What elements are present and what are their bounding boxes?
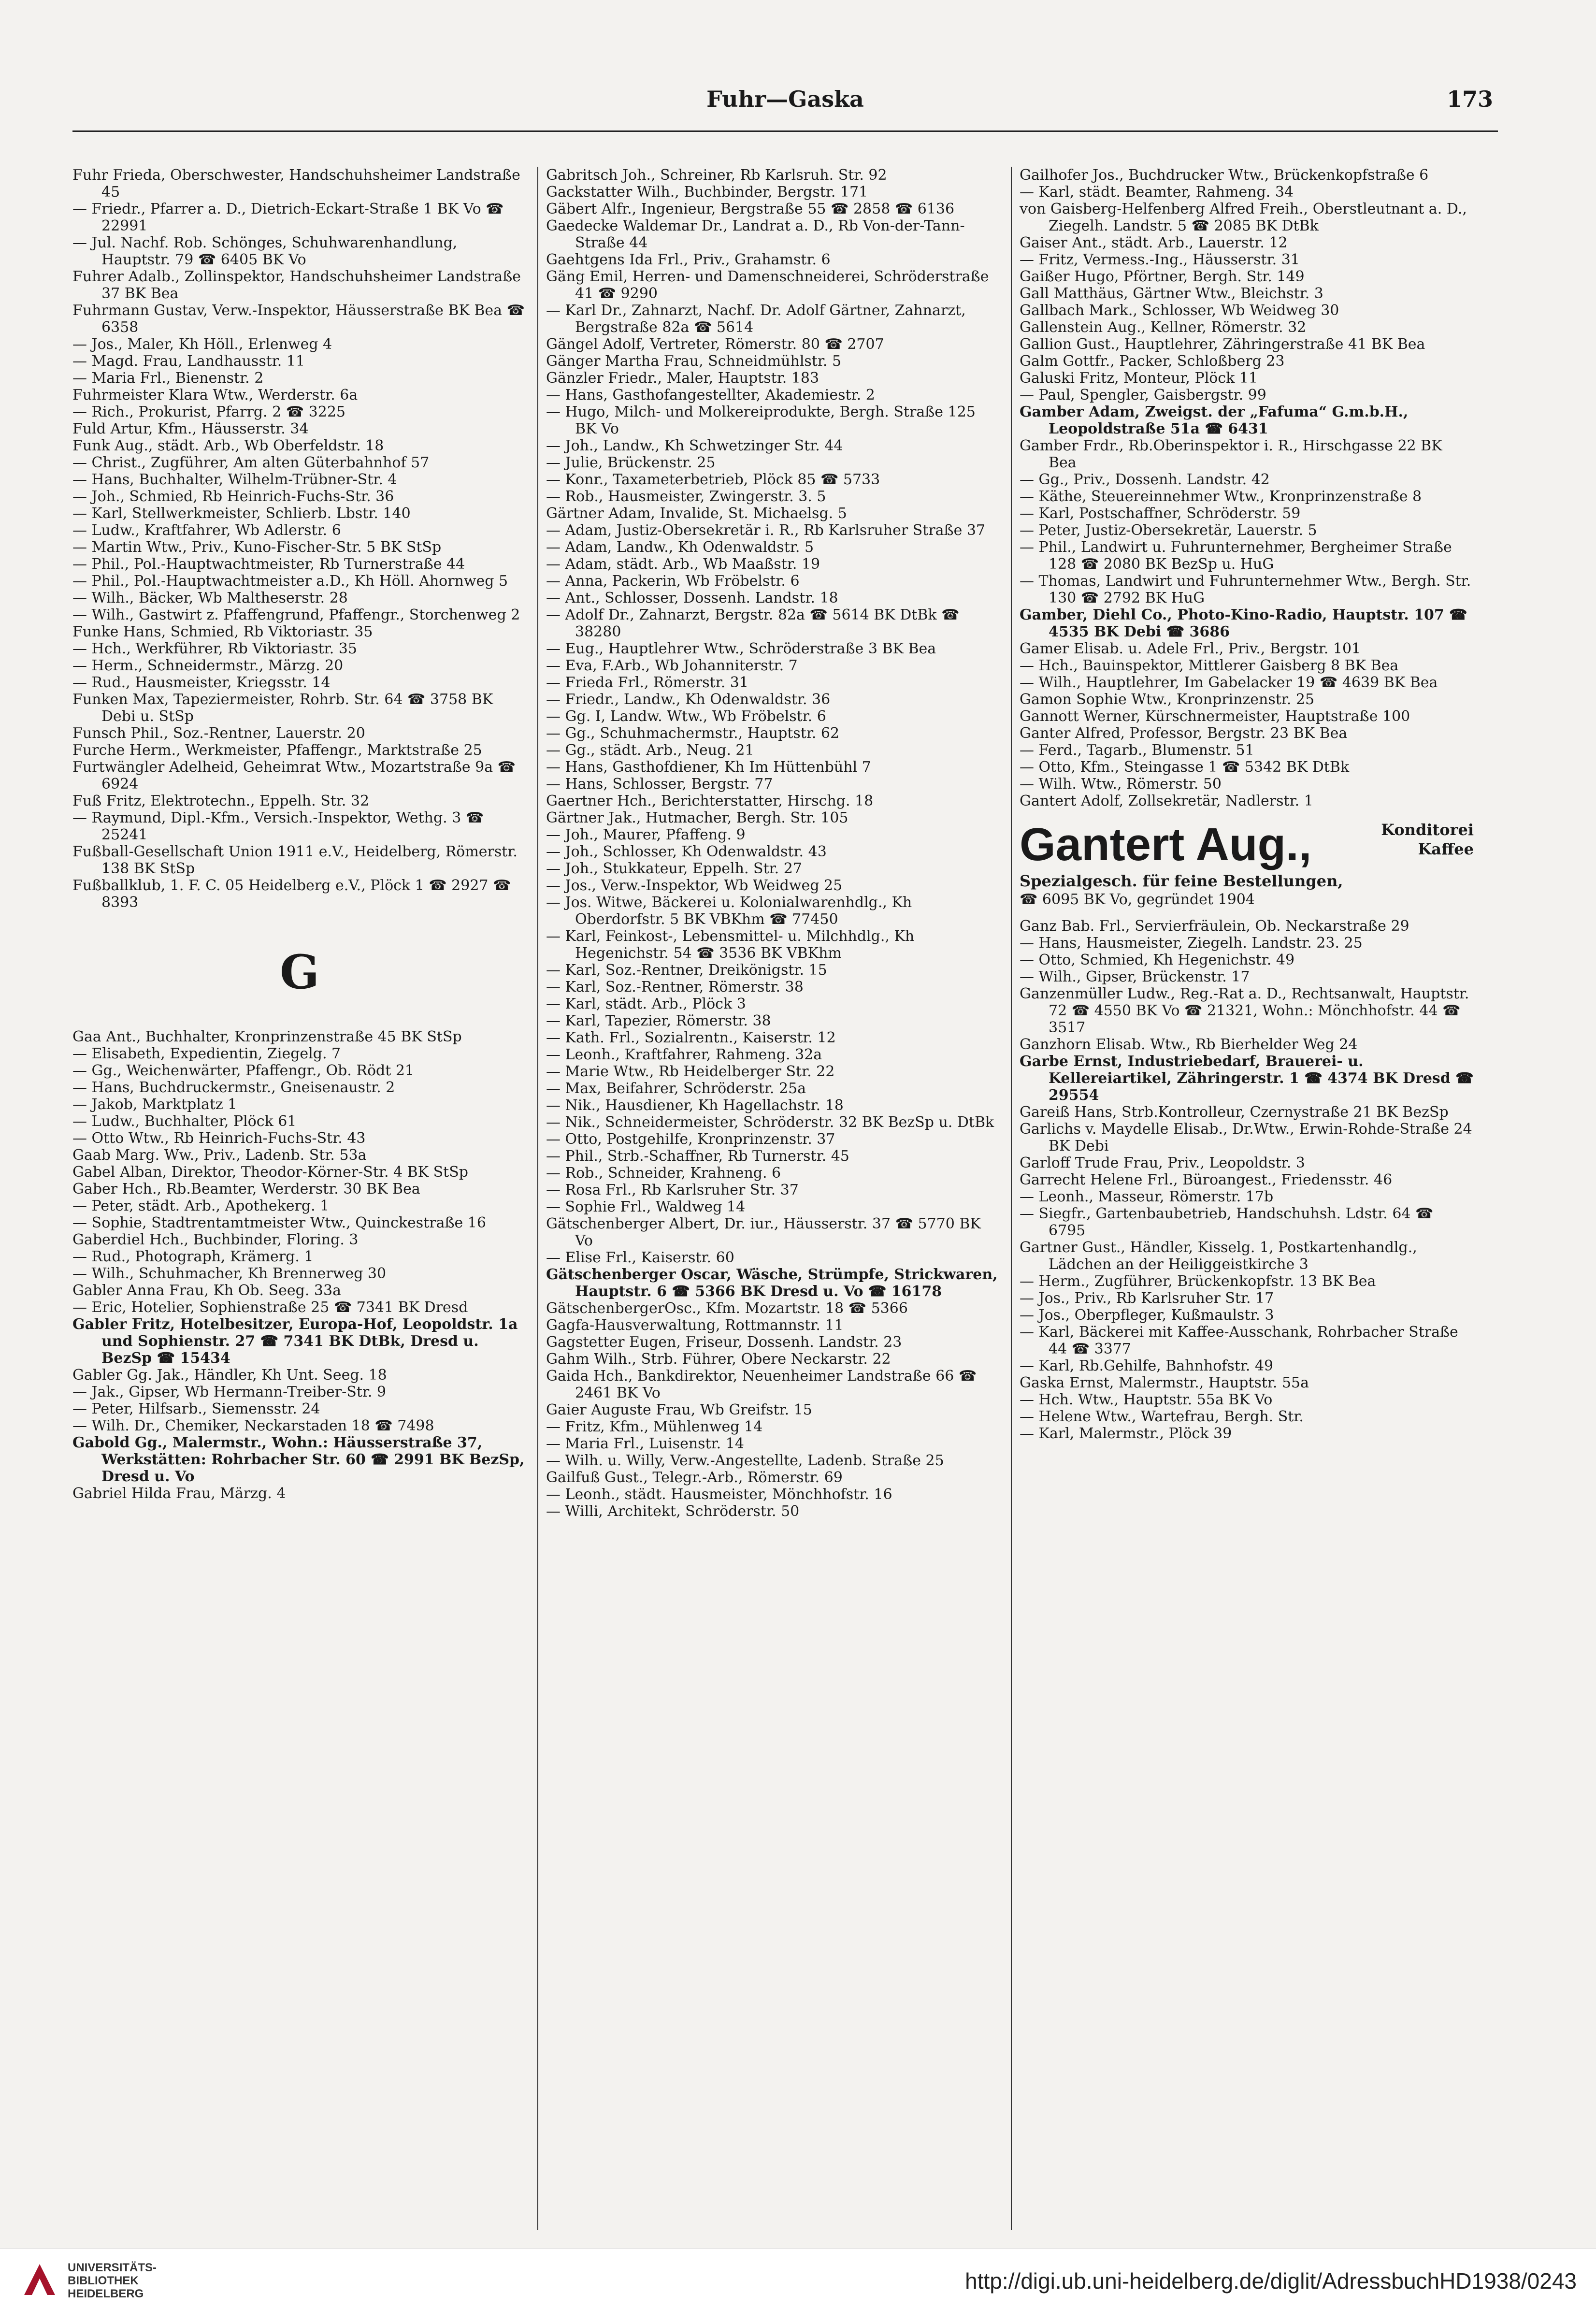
directory-entry: — Gg., städt. Arb., Neug. 21 — [546, 742, 754, 759]
directory-entry: — Friedr., Pfarrer a. D., Dietrich-Eckart-Straße 1 BK Vo ☎ 22991 — [72, 201, 504, 234]
directory-entry: — Hch., Werkführer, Rb Viktoriastr. 35 — [72, 640, 357, 657]
directory-entry: Fuhrmeister Klara Wtw., Werderstr. 6a — [72, 387, 358, 404]
directory-entry: — Wilh., Schuhmacher, Kh Brennerweg 30 — [72, 1265, 387, 1282]
directory-entry: Gantert Adolf, Zollsekretär, Nadlerstr. 1 — [1020, 793, 1313, 809]
directory-entry: — Raymund, Dipl.-Kfm., Versich.-Inspektor, Wethg. 3 ☎ 25241 — [72, 809, 484, 843]
directory-entry: Garlichs v. Maydelle Elisab., Dr.Wtw., Erwin-Rohde-Straße 24 BK Debi — [1020, 1121, 1472, 1154]
directory-entry: — Hans, Gasthofdiener, Kh Im Hüttenbühl 7 — [546, 759, 871, 776]
directory-entry: — Elise Frl., Kaiserstr. 60 — [546, 1249, 734, 1266]
directory-entry: — Elisabeth, Expedientin, Ziegelg. 7 — [72, 1045, 341, 1062]
directory-entry: Ganzhorn Elisab. Wtw., Rb Bierhelder Weg 24 — [1020, 1036, 1358, 1053]
directory-entry: — Jak., Gipser, Wb Hermann-Treiber-Str. 9 — [72, 1384, 387, 1400]
directory-entry: — Jos., Verw.-Inspektor, Wb Weidweg 25 — [546, 877, 843, 894]
directory-entry: Fußball-Gesellschaft Union 1911 e.V., Heidelberg, Römerstr. 138 BK StSp — [72, 843, 518, 877]
directory-entry: — Hans, Hausmeister, Ziegelh. Landstr. 23. 25 — [1020, 935, 1363, 952]
directory-entry: — Ant., Schlosser, Dossenh. Landstr. 18 — [546, 590, 838, 606]
directory-entry: — Wilh. Wtw., Römerstr. 50 — [1020, 776, 1222, 793]
directory-entry: — Wilh. u. Willy, Verw.-Angestellte, Ladenb. Straße 25 — [546, 1452, 944, 1469]
directory-entry: Gärtner Adam, Invalide, St. Michaelsg. 5 — [546, 505, 847, 522]
directory-entry: — Joh., Landw., Kh Schwetzinger Str. 44 — [546, 437, 843, 454]
directory-entry: Funk Aug., städt. Arb., Wb Oberfeldstr. 18 — [72, 437, 384, 454]
directory-entry: Gannott Werner, Kürschnermeister, Hauptstraße 100 — [1020, 708, 1410, 725]
directory-entry: Gaa Ant., Buchhalter, Kronprinzenstraße 45 BK StSp — [72, 1028, 462, 1045]
directory-entry: — Karl, Stellwerkmeister, Schlierb. Lbstr. 140 — [72, 505, 411, 522]
directory-entry: — Maria Frl., Bienenstr. 2 — [72, 370, 264, 387]
directory-entry: — Rud., Hausmeister, Kriegsstr. 14 — [72, 674, 331, 691]
directory-entry: Ganzenmüller Ludw., Reg.-Rat a. D., Rechtsanwalt, Hauptstr. 72 ☎ 4550 BK Vo ☎ 21321, Wohn.: Mönchhofstr. 44 ☎ 3517 — [1020, 985, 1469, 1036]
directory-entry: Gäng Emil, Herren- und Damenschneiderei, Schröderstraße 41 ☎ 9290 — [546, 268, 989, 302]
directory-entry: Ganz Bab. Frl., Servierfräulein, Ob. Neckarstraße 29 — [1020, 918, 1409, 935]
directory-entry: Gabritsch Joh., Schreiner, Rb Karlsruh. Str. 92 — [546, 167, 887, 184]
directory-entry: Garloff Trude Frau, Priv., Leopoldstr. 3 — [1020, 1154, 1305, 1171]
column-divider — [537, 167, 538, 2230]
directory-entry: Fuhr Frieda, Oberschwester, Handschuhsheimer Landstraße 45 — [72, 167, 520, 201]
directory-entry: Funke Hans, Schmied, Rb Viktoriastr. 35 — [72, 623, 373, 640]
directory-entry: — Fritz, Vermess.-Ing., Häusserstr. 31 — [1020, 251, 1300, 268]
directory-entry: — Jakob, Marktplatz 1 — [72, 1096, 237, 1113]
directory-entry: Garrecht Helene Frl., Büroangest., Friedensstr. 46 — [1020, 1171, 1393, 1188]
directory-entry: Gaertner Hch., Berichterstatter, Hirschg. 18 — [546, 793, 874, 809]
directory-entry: — Karl, Postschaffner, Schröderstr. 59 — [1020, 505, 1301, 522]
directory-entry: Gaehtgens Ida Frl., Priv., Grahamstr. 6 — [546, 251, 831, 268]
directory-entry: Gaberdiel Hch., Buchbinder, Floring. 3 — [72, 1231, 359, 1248]
directory-entry: — Leonh., Masseur, Römerstr. 17b — [1020, 1188, 1274, 1205]
directory-entry: — Helene Wtw., Wartefrau, Bergh. Str. — [1020, 1408, 1304, 1425]
directory-page — [72, 77, 1498, 2262]
directory-entry: — Adam, Justiz-Obersekretär i. R., Rb Karlsruher Straße 37 — [546, 522, 986, 539]
directory-entry: Gamon Sophie Wtw., Kronprinzenstr. 25 — [1020, 691, 1315, 708]
directory-entry: Gänger Martha Frau, Schneidmühlstr. 5 — [546, 353, 842, 370]
ad-business-type: Konditorei Kaffee — [1381, 821, 1474, 858]
directory-column-3 — [1020, 167, 1474, 1442]
directory-entry: Gagfa-Hausverwaltung, Rottmannstr. 11 — [546, 1317, 844, 1334]
directory-entry: Gabler Anna Frau, Kh Ob. Seeg. 33a — [72, 1282, 341, 1299]
directory-entry: — Eric, Hotelier, Sophienstraße 25 ☎ 7341 BK Dresd — [72, 1299, 468, 1316]
directory-entry: — Herm., Schneidermstr., Märzg. 20 — [72, 657, 344, 674]
directory-entry: — Ludw., Buchhalter, Plöck 61 — [72, 1113, 297, 1130]
directory-entry: — Adolf Dr., Zahnarzt, Bergstr. 82a ☎ 5614 BK DtBk ☎ 38280 — [546, 606, 960, 640]
directory-entry: — Maria Frl., Luisenstr. 14 — [546, 1435, 744, 1452]
directory-entry: — Gg., Weichenwärter, Pfaffengr., Ob. Rödt 21 — [72, 1062, 414, 1079]
directory-entry: Gätschenberger Albert, Dr. iur., Häusserstr. 37 ☎ 5770 BK Vo — [546, 1215, 981, 1249]
directory-entry: GätschenbergerOsc., Kfm. Mozartstr. 18 ☎ 5366 — [546, 1300, 908, 1317]
directory-entry: — Phil., Strb.-Schaffner, Rb Turnerstr. 45 — [546, 1148, 849, 1165]
directory-entry: — Otto, Kfm., Steingasse 1 ☎ 5342 BK DtBk — [1020, 759, 1350, 776]
directory-entry: Gäbert Alfr., Ingenieur, Bergstraße 55 ☎ 2858 ☎ 6136 — [546, 201, 955, 217]
directory-entry: — Joh., Schlosser, Kh Odenwaldstr. 43 — [546, 843, 827, 860]
directory-entry: — Hans, Schlosser, Bergstr. 77 — [546, 776, 773, 793]
directory-entry: — Karl Dr., Zahnarzt, Nachf. Dr. Adolf Gärtner, Zahnarzt, Bergstraße 82a ☎ 5614 — [546, 302, 966, 336]
directory-entry: — Nik., Schneidermeister, Schröderstr. 32 BK BezSp u. DtBk — [546, 1114, 994, 1131]
directory-entry: — Phil., Pol.-Hauptwachtmeister a.D., Kh Höll. Ahornweg 5 — [72, 573, 508, 590]
directory-entry: — Christ., Zugführer, Am alten Güterbahnhof 57 — [72, 454, 430, 471]
directory-entry: — Karl, Feinkost-, Lebensmittel- u. Milchhdlg., Kh Hegenichstr. 54 ☎ 3536 BK VBKhm — [546, 928, 915, 962]
directory-entry: Funsch Phil., Soz.-Rentner, Lauerstr. 20 — [72, 725, 365, 742]
directory-entry: — Karl, Bäckerei mit Kaffee-Ausschank, Rohrbacher Straße 44 ☎ 3377 — [1020, 1324, 1458, 1357]
directory-entry: — Rich., Prokurist, Pfarrg. 2 ☎ 3225 — [72, 404, 346, 420]
directory-entry: — Friedr., Landw., Kh Odenwaldstr. 36 — [546, 691, 831, 708]
library-name: UNIVERSITÄTS- BIBLIOTHEK HEIDELBERG — [68, 2261, 157, 2300]
directory-entry: — Kath. Frl., Sozialrentn., Kaiserstr. 12 — [546, 1029, 836, 1046]
directory-entry: — Anna, Packerin, Wb Fröbelstr. 6 — [546, 573, 800, 590]
directory-entry: — Jos. Witwe, Bäckerei u. Kolonialwarenhdlg., Kh Oberdorfstr. 5 BK VBKhm ☎ 77450 — [546, 894, 912, 928]
directory-entry: Gabold Gg., Malermstr., Wohn.: Häusserstraße 37, Werkstätten: Rohrbacher Str. 60 ☎ 2991 BK BezSp, Dresd u. Vo — [72, 1434, 525, 1485]
directory-entry: — Julie, Brückenstr. 25 — [546, 454, 716, 471]
directory-entry: Fuhrmann Gustav, Verw.-Inspektor, Häusserstraße BK Bea ☎ 6358 — [72, 302, 525, 336]
directory-entry: — Siegfr., Gartenbaubetrieb, Handschuhsh. Ldstr. 64 ☎ 6795 — [1020, 1205, 1434, 1239]
directory-entry: Gaier Auguste Frau, Wb Greifstr. 15 — [546, 1401, 812, 1418]
page-title: Fuhr—Gaska — [706, 86, 864, 112]
directory-entry: — Peter, Justiz-Obersekretär, Lauerstr. 5 — [1020, 522, 1317, 539]
directory-entry: — Wilh., Gastwirt z. Pfaffengrund, Pfaffengr., Storchenweg 2 — [72, 606, 520, 623]
directory-entry: — Karl, Tapezier, Römerstr. 38 — [546, 1012, 771, 1029]
directory-entry: — Max, Beifahrer, Schröderstr. 25a — [546, 1080, 806, 1097]
directory-entry: Funken Max, Tapeziermeister, Rohrb. Str. 64 ☎ 3758 BK Debi u. StSp — [72, 691, 493, 725]
directory-entry: Furtwängler Adelheid, Geheimrat Wtw., Mozartstraße 9a ☎ 6924 — [72, 759, 516, 793]
directory-entry: Gabriel Hilda Frau, Märzg. 4 — [72, 1485, 286, 1502]
ad-slogan: Spezialgesch. für feine Bestellungen, — [1020, 872, 1343, 890]
directory-entry: Gallenstein Aug., Kellner, Römerstr. 32 — [1020, 319, 1307, 336]
directory-entry: — Hch., Bauinspektor, Mittlerer Gaisberg 8 BK Bea — [1020, 657, 1399, 674]
directory-entry: — Willi, Architekt, Schröderstr. 50 — [546, 1503, 800, 1520]
directory-entry: — Karl, städt. Beamter, Rahmeng. 34 — [1020, 184, 1294, 201]
directory-entry: Fuß Fritz, Elektrotechn., Eppelh. Str. 32 — [72, 793, 370, 809]
directory-entry: — Rosa Frl., Rb Karlsruher Str. 37 — [546, 1182, 799, 1198]
directory-entry: — Leonh., Kraftfahrer, Rahmeng. 32a — [546, 1046, 822, 1063]
directory-entry: — Frieda Frl., Römerstr. 31 — [546, 674, 748, 691]
directory-entry: Furche Herm., Werkmeister, Pfaffengr., Marktstraße 25 — [72, 742, 482, 759]
university-library-logo — [19, 2259, 60, 2300]
directory-entry: — Ferd., Tagarb., Blumenstr. 51 — [1020, 742, 1254, 759]
directory-entry: Fußballklub, 1. F. C. 05 Heidelberg e.V., Plöck 1 ☎ 2927 ☎ 8393 — [72, 877, 511, 911]
directory-entry: — Hans, Gasthofangestellter, Akademiestr. 2 — [546, 387, 875, 404]
directory-entry: — Thomas, Landwirt und Fuhrunternehmer Wtw., Bergh. Str. 130 ☎ 2792 BK HuG — [1020, 573, 1471, 606]
directory-entry: — Marie Wtw., Rb Heidelberger Str. 22 — [546, 1063, 835, 1080]
directory-entry: — Karl, städt. Arb., Plöck 3 — [546, 996, 746, 1012]
directory-entry: — Peter, Hilfsarb., Siemensstr. 24 — [72, 1400, 320, 1417]
directory-entry: — Leonh., städt. Hausmeister, Mönchhofstr. 16 — [546, 1486, 892, 1503]
directory-entry: — Otto, Postgehilfe, Kronprinzenstr. 37 — [546, 1131, 835, 1148]
directory-entry: — Wilh. Dr., Chemiker, Neckarstaden 18 ☎ 7498 — [72, 1417, 434, 1434]
ad-contact: ☎ 6095 BK Vo, gegründet 1904 — [1020, 891, 1255, 908]
directory-entry: — Otto, Schmied, Kh Hegenichstr. 49 — [1020, 952, 1295, 968]
directory-entry: Gärtner Jak., Hutmacher, Bergh. Str. 105 — [546, 809, 848, 826]
directory-entry: — Fritz, Kfm., Mühlenweg 14 — [546, 1418, 763, 1435]
directory-entry: Galm Gottfr., Packer, Schloßberg 23 — [1020, 353, 1285, 370]
directory-entry: — Herm., Zugführer, Brückenkopfstr. 13 BK Bea — [1020, 1273, 1376, 1290]
directory-entry: Gareiß Hans, Strb.Kontrolleur, Czernystraße 21 BK BezSp — [1020, 1104, 1449, 1121]
directory-entry: Gallion Gust., Hauptlehrer, Zähringerstraße 41 BK Bea — [1020, 336, 1425, 353]
directory-entry: — Wilh., Gipser, Brückenstr. 17 — [1020, 968, 1250, 985]
directory-entry: — Hans, Buchdruckermstr., Gneisenaustr. 2 — [72, 1079, 395, 1096]
directory-entry: — Jos., Oberpfleger, Kußmaulstr. 3 — [1020, 1307, 1274, 1324]
directory-entry: Ganter Alfred, Professor, Bergstr. 23 BK Bea — [1020, 725, 1348, 742]
directory-entry: — Rob., Hausmeister, Zwingerstr. 3. 5 — [546, 488, 826, 505]
directory-entry: — Hugo, Milch- und Molkereiprodukte, Bergh. Straße 125 BK Vo — [546, 404, 976, 437]
directory-entry: Gaska Ernst, Malermstr., Hauptstr. 55a — [1020, 1374, 1309, 1391]
directory-entry: — Gg., Priv., Dossenh. Landstr. 42 — [1020, 471, 1270, 488]
directory-entry: — Wilh., Hauptlehrer, Im Gabelacker 19 ☎ 4639 BK Bea — [1020, 674, 1438, 691]
directory-entry: — Jos., Priv., Rb Karlsruher Str. 17 — [1020, 1290, 1274, 1307]
directory-entry: — Peter, städt. Arb., Apothekerg. 1 — [72, 1198, 330, 1214]
directory-entry: Gätschenberger Oscar, Wäsche, Strümpfe, Strickwaren, Hauptstr. 6 ☎ 5366 BK Dresd u. Vo ☎ 16178 — [546, 1266, 998, 1300]
page-number: 173 — [1446, 86, 1493, 112]
directory-entry: Gabel Alban, Direktor, Theodor-Körner-Str. 4 BK StSp — [72, 1164, 468, 1181]
directory-entry: Gallbach Mark., Schlosser, Wb Weidweg 30 — [1020, 302, 1339, 319]
directory-entry: Gamer Elisab. u. Adele Frl., Priv., Bergstr. 101 — [1020, 640, 1361, 657]
directory-entry: — Martin Wtw., Priv., Kuno-Fischer-Str. 5 BK StSp — [72, 539, 442, 556]
directory-entry: — Eva, F.Arb., Wb Johanniterstr. 7 — [546, 657, 798, 674]
directory-entry: Gaißer Hugo, Pförtner, Bergh. Str. 149 — [1020, 268, 1305, 285]
directory-entry: Gamber Adam, Zweigst. der „Fafuma“ G.m.b.H., Leopoldstraße 51a ☎ 6431 — [1020, 404, 1409, 437]
directory-entry: Fuld Artur, Kfm., Häusserstr. 34 — [72, 420, 309, 437]
directory-entry: — Karl, Malermstr., Plöck 39 — [1020, 1425, 1232, 1442]
directory-entry: Gahm Wilh., Strb. Führer, Obere Neckarstr. 22 — [546, 1351, 891, 1368]
directory-column-2 — [546, 167, 1000, 1520]
directory-entry: — Hch. Wtw., Hauptstr. 55a BK Vo — [1020, 1391, 1273, 1408]
directory-entry: — Karl, Soz.-Rentner, Dreikönigstr. 15 — [546, 962, 827, 979]
directory-entry: Fuhrer Adalb., Zollinspektor, Handschuhsheimer Landstraße 37 BK Bea — [72, 268, 521, 302]
directory-entry: — Wilh., Bäcker, Wb Maltheserstr. 28 — [72, 590, 348, 606]
directory-entry: Gartner Gust., Händler, Kisselg. 1, Postkartenhandlg., Lädchen an der Heiliggeistkirche 3 — [1020, 1239, 1417, 1273]
directory-entry: — Karl, Soz.-Rentner, Römerstr. 38 — [546, 979, 804, 996]
directory-entry: — Rud., Photograph, Krämerg. 1 — [72, 1248, 314, 1265]
directory-entry: — Sophie, Stadtrentamtmeister Wtw., Quinckestraße 16 — [72, 1214, 486, 1231]
directory-entry: — Otto Wtw., Rb Heinrich-Fuchs-Str. 43 — [72, 1130, 366, 1147]
directory-entry: — Magd. Frau, Landhausstr. 11 — [72, 353, 305, 370]
ad-name: Gantert Aug., — [1020, 819, 1312, 870]
directory-entry: Gailhofer Jos., Buchdrucker Wtw., Brückenkopfstraße 6 — [1020, 167, 1429, 184]
directory-entry: Gängel Adolf, Vertreter, Römerstr. 80 ☎ 2707 — [546, 336, 884, 353]
directory-entry: Gackstatter Wilh., Buchbinder, Bergstr. 171 — [546, 184, 868, 201]
directory-entry: — Joh., Schmied, Rb Heinrich-Fuchs-Str. 36 — [72, 488, 394, 505]
directory-entry: Gamber Frdr., Rb.Oberinspektor i. R., Hirschgasse 22 BK Bea — [1020, 437, 1442, 471]
directory-entry: — Konr., Taxameterbetrieb, Plöck 85 ☎ 5733 — [546, 471, 880, 488]
directory-entry: — Adam, städt. Arb., Wb Maaßstr. 19 — [546, 556, 820, 573]
directory-entry: — Eug., Hauptlehrer Wtw., Schröderstraße 3 BK Bea — [546, 640, 936, 657]
directory-entry: von Gaisberg-Helfenberg Alfred Freih., Oberstleutnant a. D., Ziegelh. Landstr. 5 ☎ 2085 BK DtBk — [1020, 201, 1467, 234]
directory-entry: — Nik., Hausdiener, Kh Hagellachstr. 18 — [546, 1097, 844, 1114]
source-url[interactable]: http://digi.ub.uni-heidelberg.de/diglit/AdressbuchHD1938/0243 — [965, 2268, 1577, 2294]
directory-entry: Gaedecke Waldemar Dr., Landrat a. D., Rb Von-der-Tann-Straße 44 — [546, 217, 965, 251]
directory-entry: — Adam, Landw., Kh Odenwaldstr. 5 — [546, 539, 814, 556]
directory-entry: — Gg. I, Landw. Wtw., Wb Fröbelstr. 6 — [546, 708, 826, 725]
directory-entry: — Phil., Landwirt u. Fuhrunternehmer, Bergheimer Straße 128 ☎ 2080 BK BezSp u. HuG — [1020, 539, 1452, 573]
directory-entry: — Jul. Nachf. Rob. Schönges, Schuhwarenhandlung, Hauptstr. 79 ☎ 6405 BK Vo — [72, 234, 458, 268]
directory-entry: — Rob., Schneider, Krahneng. 6 — [546, 1165, 781, 1182]
directory-entry: — Joh., Maurer, Pfaffeng. 9 — [546, 826, 746, 843]
directory-entry: — Phil., Pol.-Hauptwachtmeister, Rb Turnerstraße 44 — [72, 556, 465, 573]
directory-entry: Gamber, Diehl Co., Photo-Kino-Radio, Hauptstr. 107 ☎ 4535 BK Debi ☎ 3686 — [1020, 606, 1467, 640]
directory-entry: — Paul, Spengler, Gaisbergstr. 99 — [1020, 387, 1266, 404]
directory-entry: — Joh., Stukkateur, Eppelh. Str. 27 — [546, 860, 802, 877]
directory-entry: — Sophie Frl., Waldweg 14 — [546, 1198, 746, 1215]
directory-entry: Garbe Ernst, Industriebedarf, Brauerei- u. Kellereiartikel, Zähringerstr. 1 ☎ 4374 BK Dresd ☎ 29554 — [1020, 1053, 1474, 1104]
section-letter: G — [280, 945, 319, 999]
directory-entry: Gaida Hch., Bankdirektor, Neuenheimer Landstraße 66 ☎ 2461 BK Vo — [546, 1368, 977, 1401]
directory-entry: — Ludw., Kraftfahrer, Wb Adlerstr. 6 — [72, 522, 341, 539]
directory-entry: Gabler Gg. Jak., Händler, Kh Unt. Seeg. 18 — [72, 1367, 387, 1384]
directory-entry: — Karl, Rb.Gehilfe, Bahnhofstr. 49 — [1020, 1357, 1274, 1374]
page-header — [72, 77, 1498, 132]
column-divider — [1011, 167, 1012, 2230]
directory-column-1 — [72, 167, 527, 1502]
directory-entry: — Gg., Schuhmachermstr., Hauptstr. 62 — [546, 725, 840, 742]
directory-entry: Gänzler Friedr., Maler, Hauptstr. 183 — [546, 370, 820, 387]
directory-entry: Gagstetter Eugen, Friseur, Dossenh. Landstr. 23 — [546, 1334, 902, 1351]
directory-entry: — Jos., Maler, Kh Höll., Erlenweg 4 — [72, 336, 332, 353]
directory-entry: Gaab Marg. Ww., Priv., Ladenb. Str. 53a — [72, 1147, 367, 1164]
directory-entry: — Käthe, Steuereinnehmer Wtw., Kronprinzenstraße 8 — [1020, 488, 1422, 505]
library-footer — [0, 2248, 1596, 2309]
directory-entry: Gaber Hch., Rb.Beamter, Werderstr. 30 BK Bea — [72, 1181, 420, 1198]
directory-entry: Gailfuß Gust., Telegr.-Arb., Römerstr. 69 — [546, 1469, 843, 1486]
directory-entry: — Hans, Buchhalter, Wilhelm-Trübner-Str. 4 — [72, 471, 397, 488]
directory-entry: Galuski Fritz, Monteur, Plöck 11 — [1020, 370, 1258, 387]
directory-entry: Gall Matthäus, Gärtner Wtw., Bleichstr. 3 — [1020, 285, 1323, 302]
directory-entry: Gaiser Ant., städt. Arb., Lauerstr. 12 — [1020, 234, 1288, 251]
directory-entry: Gabler Fritz, Hotelbesitzer, Europa-Hof, Leopoldstr. 1a und Sophienstr. 27 ☎ 7341 BK DtBk, Dresd u. BezSp ☎ 15434 — [72, 1316, 518, 1367]
advertisement-gantert — [1020, 818, 1474, 909]
